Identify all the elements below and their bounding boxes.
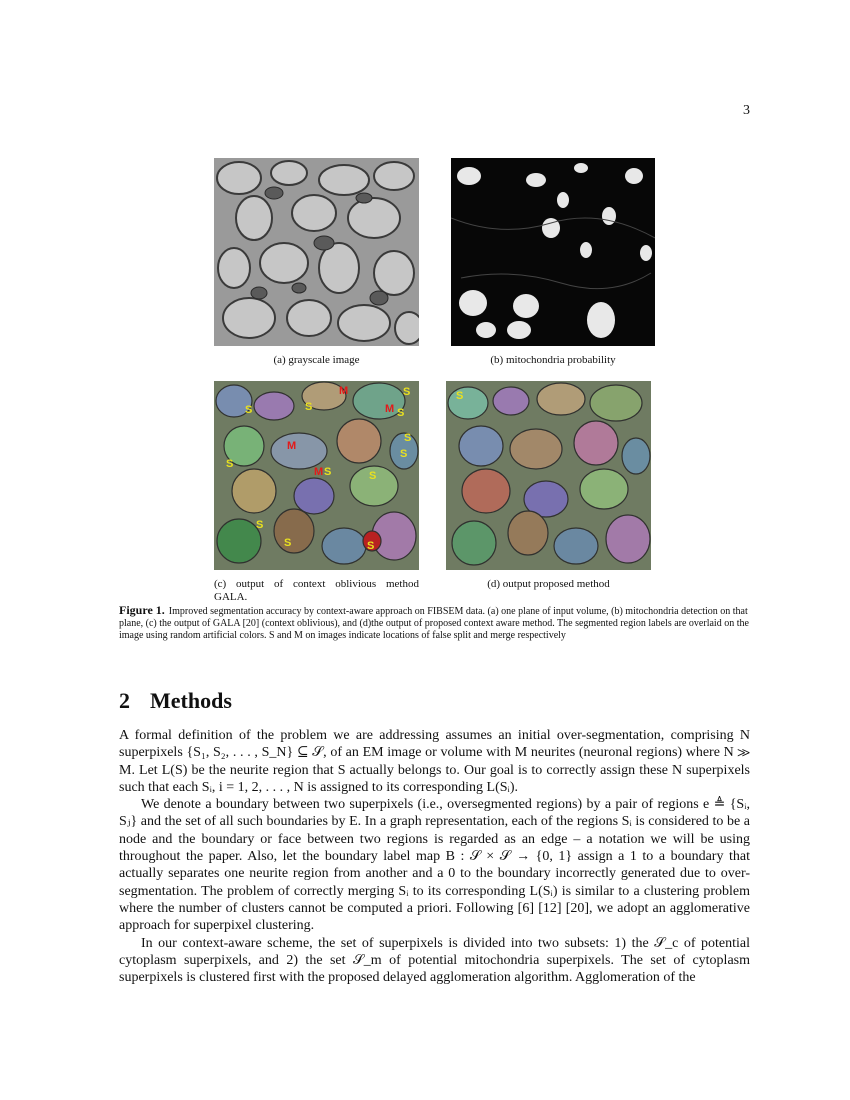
paragraph: We denote a boundary between two superpixels (i.e., oversegmented regions) by a pair of regions e ≜ {Sᵢ, Sⱼ} and the set of all such boundaries by E. In a graph representation, each of the regions Sᵢ is considered to be a node and the boundary or face between two regions is regarded as an edge – a notation we will be using throughout the paper. Also, let the boundary label map B : 𝒮 × 𝒮 → {0, 1} assign a 1 to a boundary that actually separates one neurite region from another and a 0 to the boundary incorrectly generated due to over-segmentation. The problem of correctly merging Sᵢ to its corresponding L(Sᵢ) is similar to a clustering problem where the number of clusters cannot be computed a priori. Following [6] [12] [20], we adopt an agglomerative approach for superpixel clustering. <box>119 797 750 934</box>
subcaption-d: (d) output proposed method <box>487 578 610 590</box>
subcaption-b: (b) mitochondria probability <box>490 354 616 366</box>
figure-caption-text: Improved segmentation accuracy by context-aware approach on FIBSEM data. (a) one plane of input volume, (b) mitochondria detection on that plane, (c) the output of GALA [20] (context oblivious), and (d)the output of proposed context aware method. The segmented region labels are overlaid on the image using random artificial colors. S and M on images indicate locations of false split and merge respectively <box>119 606 749 641</box>
marker-s: S <box>256 519 264 531</box>
section-number: 2 <box>119 688 130 713</box>
marker-s: S <box>226 458 234 470</box>
figure-panel-gala-output <box>214 381 419 570</box>
subcaption-c: (c) output of context oblivious method GALA. <box>214 578 419 603</box>
marker-s: S <box>404 432 412 444</box>
marker-s: S <box>367 540 375 552</box>
marker-s: S <box>400 448 408 460</box>
marker-s: S <box>245 404 253 416</box>
section-heading <box>119 688 232 714</box>
figure-label: Figure 1. <box>119 603 165 617</box>
figure-caption <box>119 604 749 642</box>
marker-s: S <box>284 537 292 549</box>
figure-panel-mitochondria-probability <box>451 158 655 346</box>
marker-m: M <box>339 385 349 397</box>
section-title: Methods <box>150 688 232 713</box>
marker-s: S <box>397 407 405 419</box>
marker-m: M <box>385 403 395 415</box>
body-text <box>119 727 750 986</box>
marker-s: S <box>305 401 313 413</box>
marker-s: S <box>324 466 332 478</box>
marker-s: S <box>369 470 377 482</box>
page-number: 3 <box>743 103 750 118</box>
figure-panel-grayscale-image <box>214 158 419 346</box>
marker-m: M <box>287 440 297 452</box>
marker-m: M <box>314 466 324 478</box>
marker-s: S <box>403 386 411 398</box>
figure-panel-proposed-output <box>446 381 651 570</box>
paragraph: In our context-aware scheme, the set of superpixels is divided into two subsets: 1) the 𝒮_c of potential cytoplasm superpixels, and 2) the set 𝒮_m of potential mitochondria superpixels. The set of cytoplasm superpixels is clustered first with the proposed delayed agglomeration algorithm. Agglomeration of the <box>119 935 750 986</box>
subcaption-a: (a) grayscale image <box>273 354 360 366</box>
paragraph: A formal definition of the problem we are addressing assumes an initial over-segmentation, comprising N superpixels {S₁, S₂, . . . , S_N} ⊆ 𝒮, of an EM image or volume with M neurites (neuronal regions) where N ≫ M. Let L(S) be the neurite region that S actually belongs to. Our goal is to correctly assign these N superpixels such that each Sᵢ, i = 1, 2, . . . , N is assigned to its corresponding L(Sᵢ). <box>119 728 750 795</box>
marker-s: S <box>456 390 464 402</box>
